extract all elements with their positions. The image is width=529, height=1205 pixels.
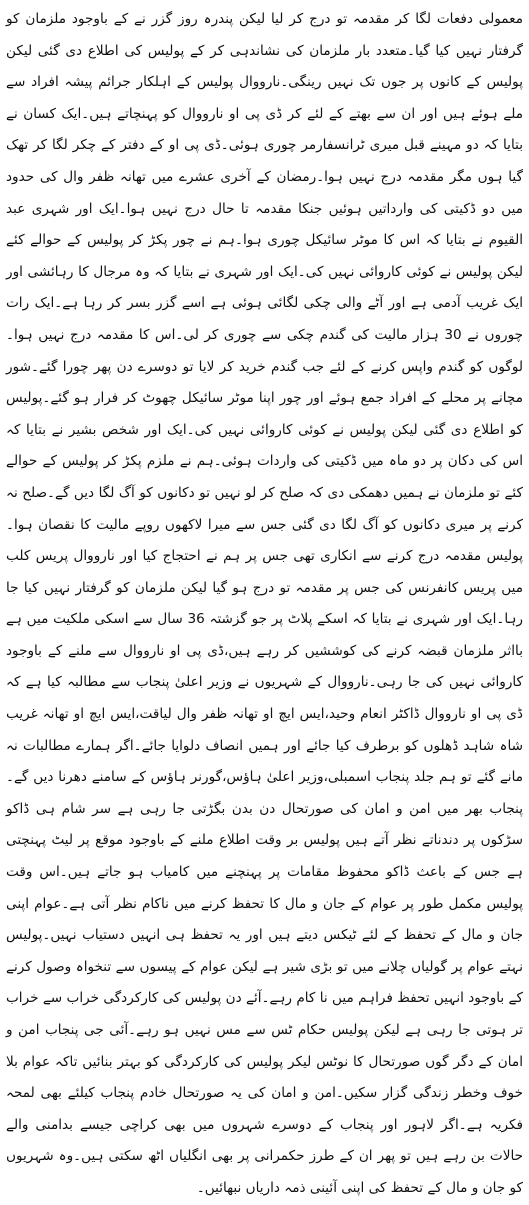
article-body: معمولی دفعات لگا کر مقدمہ تو درج کر لیا لیکن پندرہ روز گزر نے کے باوجود ملزمان کو گرفتار نہیں کیا گیا۔متعدد بار ملزمان کی نشاندہی کر کے پولیس کی اطلاع دی گئی لیکن پولیس کے کانوں پر جوں تک نہیں رینگی۔نارووال پولیس کے اہلکار جرائم پیشہ افراد سے ملے ہوئے ہیں اور ان سے بھتے کے لئے کر ڈی پی او نارووال کو پہنچاتے ہیں۔ایک کسان نے بتایا کہ دو مہینے قبل میری ٹرانسفارمر چوری ہوئی۔ڈی پی او کے دفتر کے چکر لگا کر تھک گیا ہوں مگر مقدمہ درج نہیں ہوا۔رمضان کے آخری عشرے میں تھانہ ظفر وال کی حدود میں دو ڈکیتی کی وارداتیں ہوئیں جنکا مقدمہ تا حال درج نہیں ہوا۔ایک اور شہری عبد القیوم نے بتایا کہ اس کا موٹر سائیکل چوری ہوا۔ہم نے چور پکڑ کر پولیس کے حوالے کئے لیکن پولیس نے کوئی کاروائی نہیں کی۔ایک اور شہری نے بتایا کہ وہ مرجال کا رہائشی اور ایک غریب آدمی ہے اور آٹے والی چکی لگائی ہوئی ہے اسے گزر بسر کر رہا ہے۔ایک رات چوروں نے 30 ہزار مالیت کی گندم چکی سے چوری کر لی۔اس کا مقدمہ درج نہیں ہوا۔لوگوں کو گندم واپس کرنے کے لئے جب گندم خرید کر لایا تو دوسرے دن پھر چورا گئے۔شور مچانے پر محلے کے افراد جمع ہوئے اور چور اپنا موٹر سائیکل چھوٹ کر فرار ہو گئے۔پولیس کو اطلاع دی گئی لیکن پولیس نے کوئی کاروائی نہیں کی۔ایک اور شخص بشیر نے بتایا کہ اس کی دکان پر دو ماہ میں ڈکیتی کی واردات ہوئی۔ہم نے ملزم پکڑ کر پولیس کے حوالے کئے تو ملزمان نے ہمیں دھمکی دی کہ صلح کر لو نہیں تو دکانوں کو آگ لگا دیں گے۔صلح نہ کرنے پر میری دکانوں کو آگ لگا دی گئی جس سے میرا لاکھوں روپے مالیت کا نقصان ہوا۔پولیس مقدمہ درج کرنے سے انکاری تھی جس پر ہم نے احتجاج کیا اور نارووال پریس کلب میں پریس کانفرنس کی جس پر مقدمہ تو درج ہو گیا لیکن ملزمان کو گرفتار نہیں کیا جا رہا۔ایک اور شہری نے بتایا کہ اسکے پلاٹ پر جو گزشتہ 36 سال سے اسکی ملکیت میں ہے بااثر ملزمان قبضہ کرنے کی کوششیں کر رہے ہیں،ڈی پی او نارووال سے ملنے کے باوجود کاروائی نہیں کی جا رہی۔نارووال کے شہریوں نے وزیر اعلیٰ پنجاب سے مطالبہ کیا ہے کہ ڈی پی او نارووال ڈاکٹر انعام وحید،ایس ایچ او تھانہ ظفر وال لیاقت،ایس ایچ او تھانہ غریب شاہ شاہد ڈھلوں کو برطرف کیا جائے اور ہمیں انصاف دلوایا جائے۔اگر ہمارے مطالبات نہ مانے گئے تو ہم جلد پنجاب اسمبلی،وزیر اعلیٰ ہاؤس،گورنر ہاؤس کے سامنے دھرنا دیں گے۔پنجاب بھر میں امن و امان کی صورتحال دن بدن بگڑتی جا رہی ہے سر شام ہی ڈاکو سڑکوں پر دندناتے نظر آتے ہیں پولیس بر وقت اطلاع ملنے کے باوجود موقع پر لیٹ پہنچتی ہے جس کے باعث ڈاکو محفوظ مقامات پر پہنچنے میں کامیاب ہو جاتے ہیں۔اس وقت پولیس مکمل طور پر عوام کے جان و مال کا تحفظ کرنے میں ناکام نظر آتی ہے۔عوام اپنی جان و مال کے تحفظ کے لئے ٹیکس دیتے ہیں اور یہ تحفظ ہی انہیں دستیاب نہیں۔پولیس نہتے عوام پر گولیاں چلانے میں تو بڑی شیر ہے لیکن عوام کے پیسوں سے تنخواہ وصول کرنے کے باوجود انہیں تحفظ فراہم میں نا کام رہے۔آئے دن پولیس کی کارکردگی خراب سے خراب تر ہوتی جا رہی ہے لیکن پولیس حکام ٹس سے مس نہیں ہو رہے۔آئی جی پنجاب امن و امان کے دگر گوں صورتحال کا نوٹس لیکر پولیس کی کارکردگی کو بہتر بنائیں تاکہ عوام بلا خوف وخطر زندگی گزار سکیں۔امن و امان کی یہ صورتحال خادم پنجاب کیلئے بھی لمحہ فکریہ ہے۔اگر لاہور اور پنجاب کے دوسرے شہروں میں بھی کراچی جیسے بدامنی والے حالات بن رہے ہیں تو پھر ان کے طرز حکمرانی پر بھی انگلیاں اٹھ سکتی ہیں۔وہ شہریوں کو جان و مال کے تحفظ کی اپنی آئینی ذمہ داریاں نبھائیں۔ xyxy=(6,11,523,1196)
